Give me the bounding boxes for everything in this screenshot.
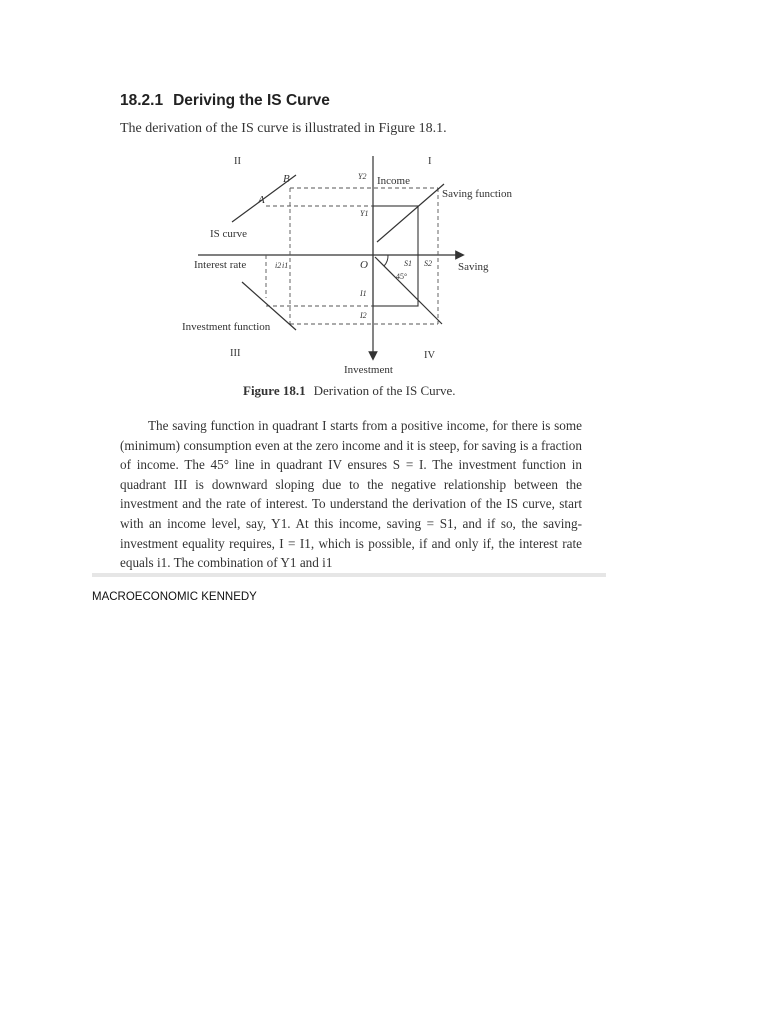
tick-y2: Y2 [358,172,367,181]
intro-sentence: The derivation of the IS curve is illustrated in Figure 18.1. [120,121,447,136]
tick-i1: i1 [282,261,289,270]
tick-s1: S1 [404,259,412,268]
investment-function-label: Investment function [182,321,271,333]
body-paragraph: The saving function in quadrant I starts from a positive income, for there is some (minimum) consumption even at the zero income and it is steep, for saving is a fraction of income. The 45° line in quadrant IV ensures S = I. The investment function in quadrant III is downward sloping due to the negative relationship between the investment and the rate of interest. To understand the derivation of the IS curve, start with an income level, say, Y1. At this income, saving = S1, and if so, the saving-investment equality requires, I = I1, which is possible, if and only if, the interest rate equals i1. The combination of Y1 and i1 [120,418,582,571]
saving-function-label: Saving function [442,188,512,200]
point-b-label: B [283,173,290,185]
dashed-guides [266,188,438,324]
section-heading [120,92,330,110]
saving-axis-label: Saving [458,261,489,273]
interest-rate-axis-label: Interest rate [194,259,247,271]
investment-axis-label: Investment [344,364,393,376]
page-divider [92,573,606,577]
saving-function-line [377,184,444,242]
figure-caption-text: Derivation of the IS Curve. [313,383,456,398]
section-title: Deriving the IS Curve [173,92,330,109]
angle-label: 45° [396,272,408,281]
quadrant-iii-label: III [230,348,241,359]
tick-investment-2: I2 [360,311,367,320]
quadrant-iv-label: IV [424,350,436,361]
footer-label: MACROECONOMIC KENNEDY [92,591,257,603]
tick-s2: S2 [424,259,432,268]
figure-number: Figure 18.1 [243,383,306,398]
quadrant-ii-label: II [234,156,241,167]
is-curve-derivation-diagram [170,148,530,380]
s1-y1-rectangle [373,206,418,306]
is-curve-label: IS curve [210,228,247,240]
origin-label: O [360,259,368,271]
figure-caption [243,383,455,399]
tick-y1: Y1 [360,209,369,218]
tick-investment-1: I1 [360,289,367,298]
quadrant-i-label: I [428,156,432,167]
point-a-label: A [258,194,265,206]
section-number: 18.2.1 [120,92,164,109]
income-axis-label: Income [377,175,410,187]
tick-i2: i2 [275,261,282,270]
angle-arc [384,255,388,266]
